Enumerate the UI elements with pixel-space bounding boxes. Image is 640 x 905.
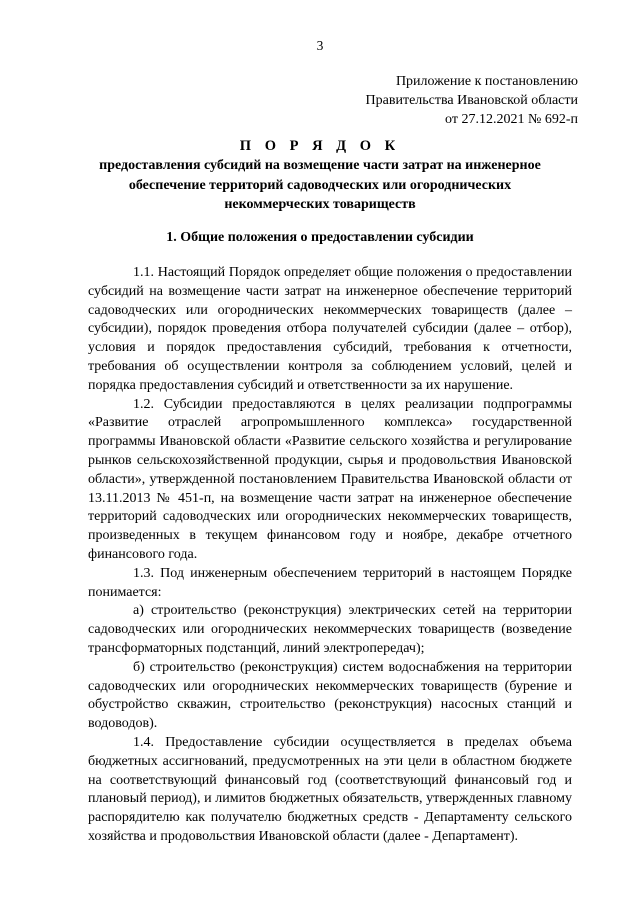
paragraph: 1.3. Под инженерным обеспечением территорий в настоящем Порядке понимается:: [88, 565, 572, 600]
document-subtitle: предоставления субсидий на возмещение части затрат на инженерное обеспечение территорий садоводческих или огороднических некоммерческих товариществ: [99, 158, 541, 212]
paragraph: 1.2. Субсидии предоставляются в целях реализации подпрограммы «Развитие отраслей агропромышленного комплекса» государственной программы Ивановской области «Развитие сельского хозяйства и регулирование рынков сельскохозяйственной продукции, сырья и продовольствия Ивановской области», утвержденной постановлением Правительства Ивановской области от 13.11.2013 № 451-п, на возмещение части затрат на инженерное обеспечение территорий садоводческих или огороднических некоммерческих товариществ, произведенных в текущем финансовом году и ноябре, декабре отчетного финансового года.: [88, 396, 572, 562]
paragraph: а) строительство (реконструкция) электрических сетей на территории садоводческих или огороднических некоммерческих товариществ (возведение трансформаторных подстанций, линий электропередач);: [88, 603, 572, 656]
paragraph: 1.1. Настоящий Порядок определяет общие положения о предоставлении субсидий на возмещение части затрат на инженерное обеспечение территорий садоводческих или огороднических некоммерческих товариществ (далее – субсидии), порядок проведения отбора получателей субсидии (далее – отбор), условия и порядок предоставления субсидий, требования к отчетности, требования об осуществлении контроля за соблюдением условий, целей и порядка предоставления субсидий и ответственности за их нарушение.: [88, 265, 572, 393]
section-heading: 1. Общие положения о предоставлении субсидии: [166, 230, 474, 245]
body-text: [88, 264, 572, 847]
document-title: П О Р Я Д О К: [239, 138, 401, 154]
appendix-line: Приложение к постановлению: [395, 74, 578, 89]
paragraph: б) строительство (реконструкция) систем водоснабжения на территории садоводческих или огороднических некоммерческих товариществ (бурение и обустройство скважин, строительство (реконструкция) насосных станций и водоводов).: [88, 659, 572, 732]
page-number: 3: [316, 38, 324, 53]
title-block: [85, 136, 555, 215]
appendix-line: Правительства Ивановской области: [365, 93, 578, 108]
paragraph: 1.4. Предоставление субсидии осуществляется в пределах объема бюджетных ассигнований, предусмотренных на эти цели в областном бюджете на соответствующий финансовый год (соответствующий финансовый год и плановый период), и лимитов бюджетных обязательств, утвержденных главному распорядителю как получателю бюджетных средств - Департаменту сельского хозяйства и продовольствия Ивановской области (далее - Департамент).: [88, 734, 572, 844]
appendix-block: [366, 72, 578, 129]
appendix-line: от 27.12.2021 № 692-п: [445, 112, 578, 127]
